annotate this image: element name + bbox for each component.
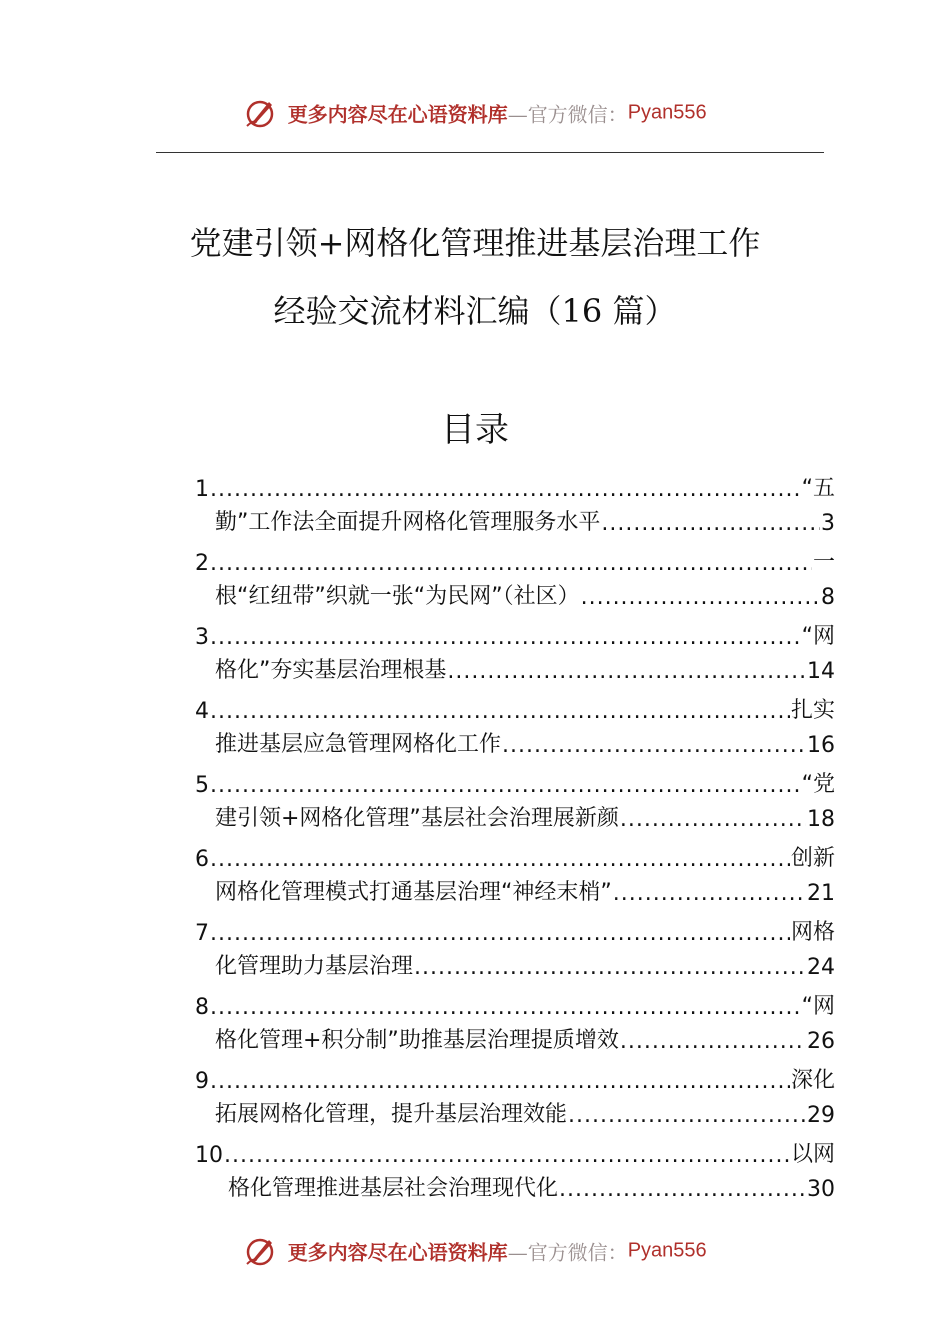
toc-entry-title: 根“红纽带”织就一张“为民网”（社区）	[215, 584, 580, 609]
toc-entry-number: 4	[195, 699, 209, 724]
toc-entry-head: 一	[812, 550, 835, 575]
toc-leader-dots	[210, 773, 801, 798]
toc-leader-dots	[210, 847, 790, 872]
toc-entry-number: 2	[195, 551, 209, 576]
toc-entry-number: 3	[195, 625, 209, 650]
toc-entry-number: 8	[195, 995, 209, 1020]
toc-leader-dots	[210, 477, 801, 502]
toc-entry-title: 格化管理推进基层社会治理现代化	[228, 1176, 559, 1201]
toc-leader-dots	[210, 699, 790, 724]
toc-entry-title: 拓展网格化管理，提升基层治理效能	[215, 1102, 568, 1127]
watermark-separator: —官方微信：	[507, 102, 628, 127]
toc-entry-5[interactable]	[195, 764, 835, 838]
document-title-line1: 党建引领+网格化管理推进基层治理工作	[189, 224, 761, 262]
watermark-text: 更多内容尽在心语资料库	[287, 1240, 508, 1265]
toc-entry-title: 格化”夯实基层治理根基	[215, 658, 447, 683]
toc-entry-number: 10	[195, 1143, 223, 1168]
toc-entry-head: 网格	[790, 920, 835, 945]
toc-leader-dots	[613, 881, 806, 906]
toc-entry-page: 14	[807, 659, 835, 684]
toc-leader-dots	[210, 995, 801, 1020]
toc-leader-dots	[210, 625, 801, 650]
toc-entry-head: 以网	[790, 1142, 835, 1167]
toc-entry-7[interactable]	[195, 912, 835, 986]
watermark-header	[0, 96, 950, 130]
toc-entry-number: 5	[195, 773, 209, 798]
toc-entry-page: 30	[807, 1177, 835, 1202]
table-of-contents	[195, 468, 835, 1208]
header-rule	[156, 152, 824, 153]
toc-entry-head: “党	[801, 772, 835, 797]
watermark-text: 更多内容尽在心语资料库	[287, 102, 508, 127]
toc-leader-dots	[568, 1103, 806, 1128]
toc-leader-dots	[581, 585, 820, 610]
toc-leader-dots	[447, 659, 806, 684]
toc-entry-title: 推进基层应急管理网格化工作	[215, 732, 502, 757]
toc-entry-3[interactable]	[195, 616, 835, 690]
watermark-wechat-id: Pyan556	[627, 101, 707, 124]
toc-entry-page: 29	[807, 1103, 835, 1128]
toc-entry-page: 16	[807, 733, 835, 758]
toc-entry-head: 扎实	[790, 698, 835, 723]
toc-leader-dots	[210, 551, 812, 576]
toc-leader-dots	[620, 1029, 806, 1054]
watermark-wechat-id: Pyan556	[627, 1239, 707, 1262]
toc-leader-dots	[502, 733, 806, 758]
toc-leader-dots	[414, 955, 806, 980]
toc-leader-dots	[559, 1177, 806, 1202]
toc-entry-page: 3	[821, 511, 835, 536]
toc-entry-10[interactable]	[195, 1134, 835, 1208]
toc-leader-dots	[210, 1069, 790, 1094]
toc-entry-title: 化管理助力基层治理	[215, 954, 414, 979]
toc-heading: 目录	[441, 410, 509, 450]
toc-entry-8[interactable]	[195, 986, 835, 1060]
toc-entry-4[interactable]	[195, 690, 835, 764]
toc-leader-dots	[224, 1143, 790, 1168]
quill-logo-icon	[243, 1234, 277, 1268]
toc-entry-page: 24	[807, 955, 835, 980]
toc-entry-number: 6	[195, 847, 209, 872]
toc-entry-page: 18	[807, 807, 835, 832]
toc-entry-1[interactable]	[195, 468, 835, 542]
toc-entry-head: “网	[801, 994, 835, 1019]
toc-entry-number: 9	[195, 1069, 209, 1094]
document-title-line2: 经验交流材料汇编（16 篇）	[273, 292, 677, 330]
toc-entry-title: 建引领+网格化管理”基层社会治理展新颜	[215, 806, 619, 831]
watermark-footer	[0, 1234, 950, 1268]
toc-entry-9[interactable]	[195, 1060, 835, 1134]
toc-entry-2[interactable]	[195, 542, 835, 616]
watermark-separator: —官方微信：	[507, 1240, 628, 1265]
toc-entry-page: 26	[807, 1029, 835, 1054]
toc-leader-dots	[620, 807, 806, 832]
toc-leader-dots	[601, 511, 820, 536]
toc-entry-6[interactable]	[195, 838, 835, 912]
quill-logo-icon	[243, 96, 277, 130]
toc-entry-head: 深化	[790, 1068, 835, 1093]
toc-entry-number: 7	[195, 921, 209, 946]
toc-entry-head: 创新	[790, 846, 835, 871]
toc-entry-title: 格化管理+积分制”助推基层治理提质增效	[215, 1028, 619, 1053]
toc-entry-page: 8	[821, 585, 835, 610]
toc-entry-number: 1	[195, 477, 209, 502]
toc-entry-title: 勤”工作法全面提升网格化管理服务水平	[215, 510, 601, 535]
toc-leader-dots	[210, 921, 790, 946]
toc-entry-page: 21	[807, 881, 835, 906]
toc-entry-title: 网格化管理模式打通基层治理“神经末梢”	[215, 880, 612, 905]
toc-entry-head: “网	[801, 624, 835, 649]
toc-entry-head: “五	[801, 476, 835, 501]
